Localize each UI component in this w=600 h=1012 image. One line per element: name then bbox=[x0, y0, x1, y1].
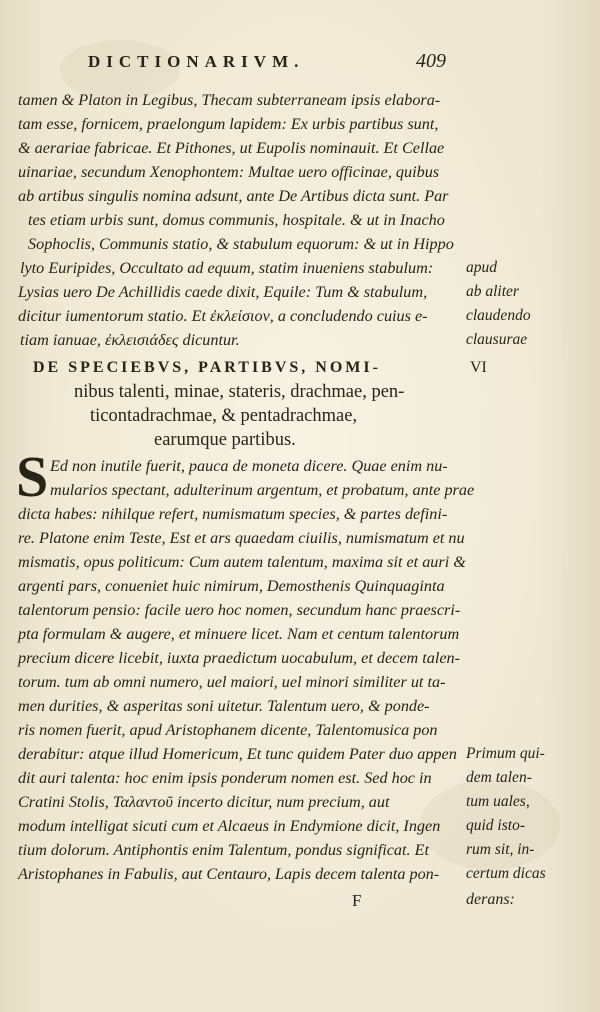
signature-mark: F bbox=[352, 891, 362, 910]
text-line: men durities, & asperitas soni uitetur. Talentum uero, & ponde- bbox=[18, 697, 430, 715]
text-line: tam esse, fornicem, praelongum lapidem: Ex urbis partibus sunt, bbox=[18, 115, 439, 133]
text-line: & aerariae fabricae. Et Pithones, ut Eupolis nominauit. Et Cellae bbox=[18, 139, 445, 157]
text-line: Lysias uero De Achillidis caede dixit, Equile: Tum & stabulum, bbox=[18, 283, 428, 301]
catchword: derans: bbox=[466, 891, 515, 908]
margin-note: quid isto- bbox=[466, 817, 525, 834]
text-line: tes etiam urbis sunt, domus communis, hospitale. & ut in Inacho bbox=[28, 211, 445, 229]
running-title: DICTIONARIVM. bbox=[88, 52, 305, 71]
page-header bbox=[88, 52, 508, 82]
text-line: dicta habes: nihilque refert, numismatum species, & partes defini- bbox=[18, 505, 448, 523]
margin-note: ab aliter bbox=[466, 283, 519, 300]
margin-note: Primum qui- bbox=[466, 745, 545, 762]
heading-line: ticontadrachmae, & pentadrachmae, bbox=[90, 406, 358, 426]
text-line: talentorum pensio: facile uero hoc nomen, secundum hanc praescri- bbox=[18, 601, 461, 619]
text-line: ris nomen fuerit, apud Aristophanem dicente, Talentomusica pon bbox=[18, 721, 438, 739]
text-line: dit auri talenta: hoc enim ipsis ponderum nomen est. Sed hoc in bbox=[18, 769, 432, 787]
text-line: torum. tum ab omni numero, uel maiori, uel minori similiter ut ta- bbox=[18, 673, 446, 691]
text-line: Aristophanes in Fabulis, aut Centauro, Lapis decem talenta pon- bbox=[18, 865, 440, 883]
text-line: argenti pars, conueniet huic nimirum, Demosthenis Quinquaginta bbox=[18, 577, 445, 595]
heading-line: earumque partibus. bbox=[154, 430, 296, 450]
text-line: precium dicere licebit, iuxta praedictum uocabulum, et decem talen- bbox=[18, 649, 461, 667]
text-line: ab artibus singulis nomina adsunt, ante De Artibus dicta sunt. Par bbox=[18, 187, 449, 205]
margin-note: rum sit, in- bbox=[466, 841, 535, 858]
text-line: lyto Euripides, Occultato ad equum, statim inueniens stabulum: bbox=[20, 259, 434, 277]
text-line: dicitur iumentorum statio. Et ἐκλείσιον, a concludendo cuius e- bbox=[18, 307, 428, 325]
text-line: Sophoclis, Communis statio, & stabulum equorum: & ut in Hippo bbox=[28, 235, 454, 253]
text-line: tiam ianuae, ἐκλεισιάδες dicuntur. bbox=[20, 331, 240, 349]
text-line: re. Platone enim Teste, Est et ars quaedam ciuilis, numismatum et nu bbox=[18, 529, 465, 547]
text-line: modum intelligat sicuti cum et Alcaeus in Endymione dicit, Ingen bbox=[18, 817, 441, 835]
text-line: Ed non inutile fuerit, pauca de moneta dicere. Quae enim nu- bbox=[50, 457, 448, 475]
text-line: tium dolorum. Antiphontis enim Talentum, pondus significat. Et bbox=[18, 841, 430, 859]
text-line: pta formulam & augere, et minuere licet. Nam et centum talentorum bbox=[18, 625, 460, 643]
margin-note: tum uales, bbox=[466, 793, 530, 810]
margin-note: claudendo bbox=[466, 307, 531, 324]
text-line: mismatis, opus politicum: Cum autem talentum, maxima sit et auri & bbox=[18, 553, 466, 571]
margin-note: dem talen- bbox=[466, 769, 532, 786]
text-line: derabitur: atque illud Homericum, Et tunc quidem Pater duo appen bbox=[18, 745, 457, 763]
text-line: Cratini Stolis, Ταλαντοῦ incerto dicitur, num precium, aut bbox=[18, 793, 390, 811]
text-line: tamen & Platon in Legibus, Thecam subterraneam ipsis elabora- bbox=[18, 91, 441, 109]
heading-line: nibus talenti, minae, stateris, drachmae, pen- bbox=[74, 382, 405, 402]
drop-cap: S bbox=[16, 444, 49, 509]
heading-margin: VI bbox=[470, 359, 487, 376]
margin-note: certum dicas bbox=[466, 865, 546, 882]
margin-note: apud bbox=[466, 259, 497, 276]
margin-note: clausurae bbox=[466, 331, 528, 348]
text-line: mularios spectant, adulterinum argentum, et probatum, ante prae bbox=[50, 481, 475, 499]
heading-caps-line: DE SPECIEBVS, PARTIBVS, NOMI- bbox=[33, 359, 381, 376]
page-number: 409 bbox=[416, 50, 446, 72]
text-line: uinariae, secundum Xenophontem: Multae uero officinae, quibus bbox=[18, 163, 440, 181]
